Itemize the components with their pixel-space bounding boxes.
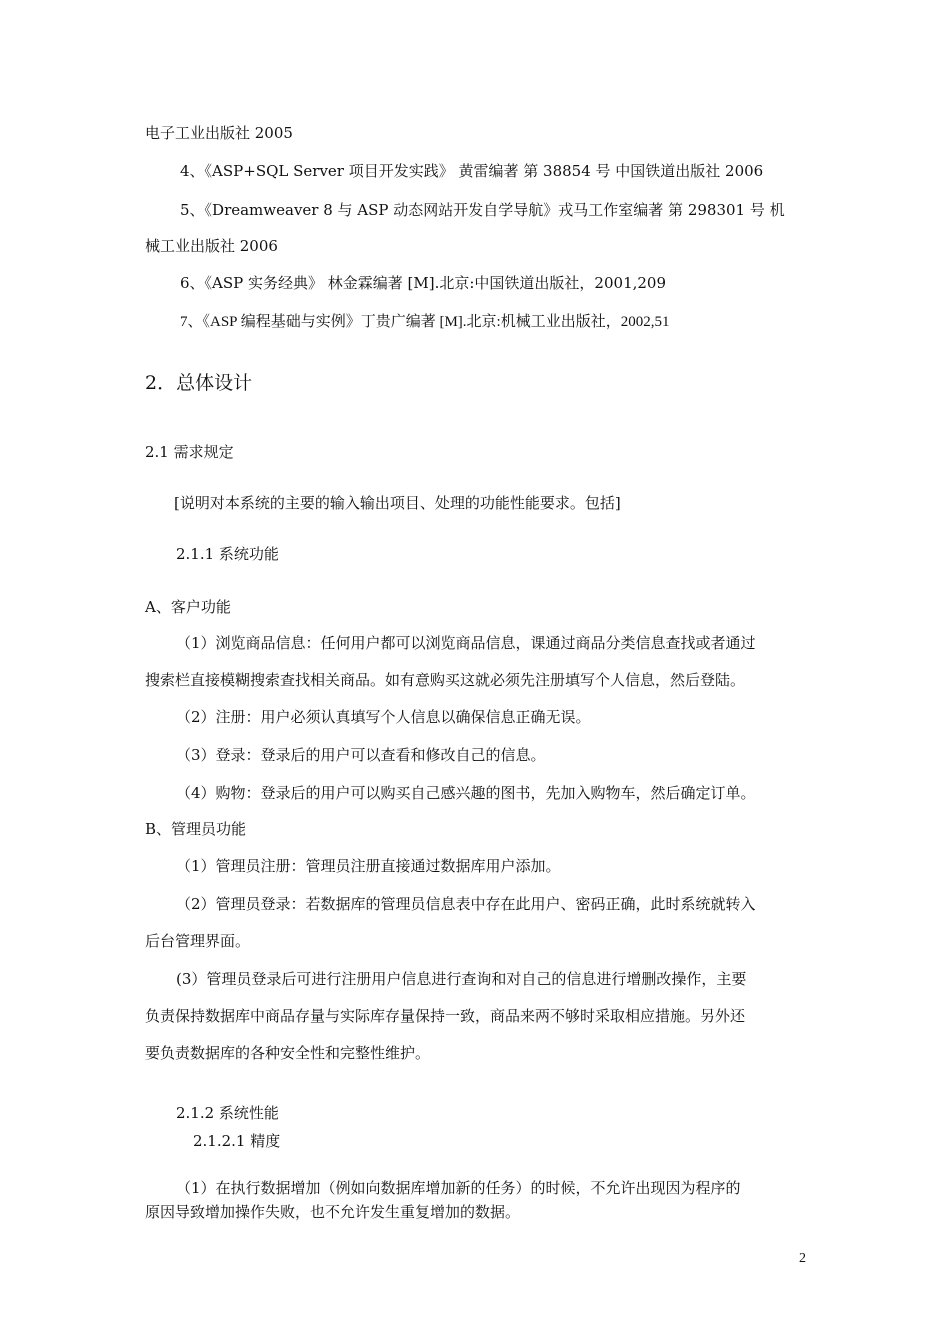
subsubsubsection-heading: 2.1.2.1 精度 xyxy=(193,1132,281,1150)
reference-continuation: 电子工业出版社 2005 xyxy=(145,124,293,142)
paragraph-line: （1）在执行数据增加（例如向数据库增加新的任务）的时候，不允许出现因为程序的 xyxy=(176,1179,741,1197)
subsection-heading: 2.1 需求规定 xyxy=(145,443,234,461)
paragraph-line: （1）浏览商品信息：任何用户都可以浏览商品信息，课通过商品分类信息查找或者通过 xyxy=(176,634,756,652)
page-number: 2 xyxy=(799,1251,806,1266)
paragraph-line: 要负责数据库的各种安全性和完整性维护。 xyxy=(145,1044,431,1062)
paragraph-line: 原因导致增加操作失败，也不允许发生重复增加的数据。 xyxy=(145,1203,521,1221)
paragraph-line: (3）管理员登录后可进行注册用户信息进行查询和对自己的信息进行增删改操作，主要 xyxy=(176,970,747,988)
paragraph-line: （2）注册：用户必须认真填写个人信息以确保信息正确无误。 xyxy=(176,708,591,726)
section-title: 2．总体设计 xyxy=(145,372,253,394)
paragraph-line: 后台管理界面。 xyxy=(145,932,251,950)
reference-item-5-continuation: 械工业出版社 2006 xyxy=(145,237,278,255)
reference-item-4: 4、《ASP+SQL Server 项目开发实践》 黄雷编著 第 38854 号 中国铁道出版社 2006 xyxy=(180,162,764,180)
list-heading: B、管理员功能 xyxy=(145,820,247,838)
paragraph-line: （2）管理员登录：若数据库的管理员信息表中存在此用户、密码正确，此时系统就转入 xyxy=(176,895,756,913)
reference-item-7: 7、《ASP 编程基础与实例》丁贵广编著 [M].北京:机械工业出版社，2002,51 xyxy=(180,314,670,330)
subsubsection-heading: 2.1.1 系统功能 xyxy=(176,545,279,563)
reference-item-5: 5、《Dreamweaver 8 与 ASP 动态网站开发自学导航》戎马工作室编著 第 298301 号 机 xyxy=(180,201,785,219)
paragraph-line: 搜索栏直接模糊搜索查找相关商品。如有意购买这就必须先注册填写个人信息，然后登陆。 xyxy=(145,671,746,689)
reference-item-6: 6、《ASP 实务经典》 林金霖编著 [M].北京:中国铁道出版社，2001,209 xyxy=(180,274,667,292)
paragraph-line: （3）登录：登录后的用户可以查看和修改自己的信息。 xyxy=(176,746,546,764)
paragraph-line: （1）管理员注册：管理员注册直接通过数据库用户添加。 xyxy=(176,857,561,875)
subsubsection-heading: 2.1.2 系统性能 xyxy=(176,1104,279,1122)
list-heading: A、客户功能 xyxy=(145,598,231,616)
paragraph-line: [说明对本系统的主要的输入输出项目、处理的功能性能要求。包括] xyxy=(174,494,621,512)
paragraph-line: （4）购物：登录后的用户可以购买自己感兴趣的图书，先加入购物车，然后确定订单。 xyxy=(176,784,756,802)
paragraph-line: 负责保持数据库中商品存量与实际库存量保持一致，商品来两不够时采取相应措施。另外还 xyxy=(145,1007,746,1025)
